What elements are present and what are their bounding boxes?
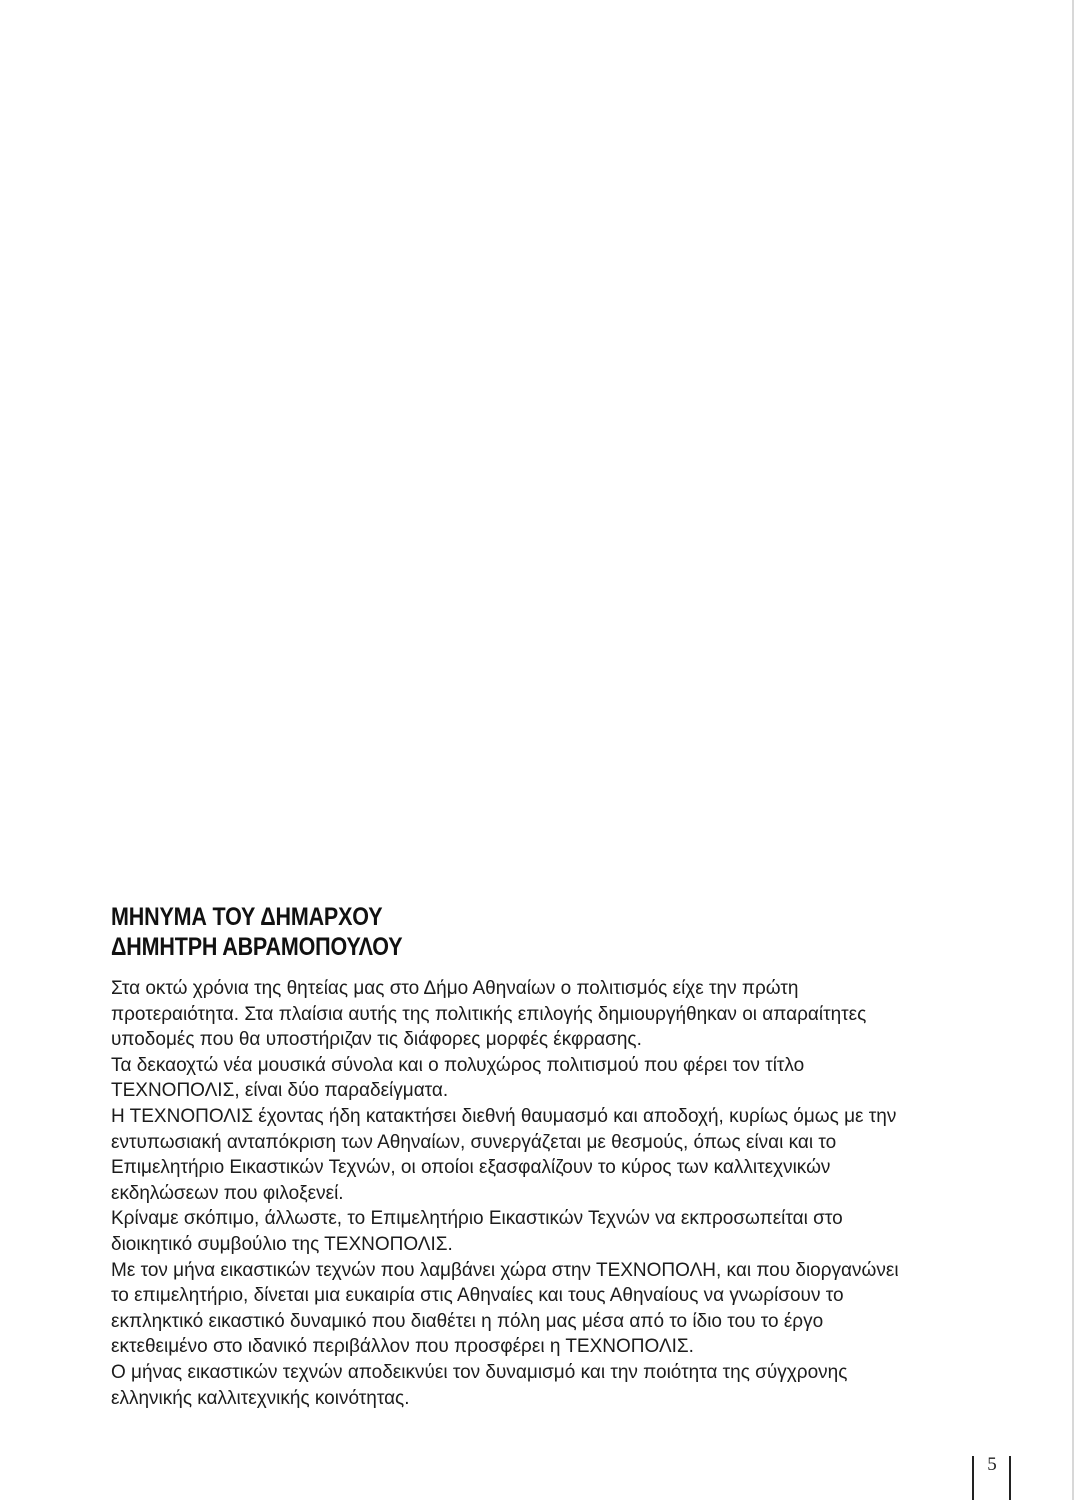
title-line: ΔΗΜΗΤΡΗ ΑΒΡΑΜΟΠΟΥΛΟΥ [111,933,403,961]
body-line: Ο μήνας εικαστικών τεχνών αποδεικνύει τον δυναμισμό και την ποιότητα της σύγχρονης [111,1361,848,1383]
page-number-left-rule [972,1456,974,1500]
body-line: Με τον μήνα εικαστικών τεχνών που λαμβάνει χώρα στην ΤΕΧΝΟΠΟΛΗ, και που διοργανώνει [111,1259,899,1281]
body-line: Κρίναμε σκόπιμο, άλλωστε, το Επιμελητήριο Εικαστικών Τεχνών να εκπροσωπείται στο [111,1208,843,1230]
body-line: υποδομές που θα υποστήριζαν τις διάφορες μορφές έκφρασης. [111,1029,642,1051]
body-line: διοικητικό συμβούλιο της ΤΕΧΝΟΠΟΛΙΣ. [111,1233,453,1255]
page-number: 5 [987,1454,997,1475]
body-line: ελληνικής καλλιτεχνικής κοινότητας. [111,1387,410,1409]
body-line: προτεραιότητα. Στα πλαίσια αυτής της πολιτικής επιλογής δημιουργήθηκαν οι απαραίτητες [111,1003,867,1025]
page-number-marker [968,1452,1018,1500]
body-line: το επιμελητήριο, δίνεται μια ευκαιρία στις Αθηναίες και τους Αθηναίους να γνωρίσουν το [111,1285,844,1307]
page-edge [1072,0,1074,1500]
body-line: εκτεθειμένο στο ιδανικό περιβάλλον που προσφέρει η ΤΕΧΝΟΠΟΛΙΣ. [111,1336,694,1358]
message-title [111,902,833,962]
body-line: εκπληκτικό εικαστικό δυναμικό που διαθέτει η πόλη μας μέσα από το ίδιο του το έργο [111,1310,824,1332]
mayor-message [111,902,951,1411]
page-number-right-rule [1009,1456,1011,1500]
body-line: ΤΕΧΝΟΠΟΛΙΣ, είναι δύο παραδείγματα. [111,1080,449,1102]
body-line: εκδηλώσεων που φιλοξενεί. [111,1182,344,1204]
body-line: Στα οκτώ χρόνια της θητείας μας στο Δήμο Αθηναίων ο πολιτισμός είχε την πρώτη [111,978,799,999]
body-line: Τα δεκαοχτώ νέα μουσικά σύνολα και ο πολυχώρος πολιτισμού που φέρει τον τίτλο [111,1054,805,1076]
message-body [111,976,951,1411]
body-line: Η ΤΕΧΝΟΠΟΛΙΣ έχοντας ήδη κατακτήσει διεθνή θαυμασμό και αποδοχή, κυρίως όμως με την [111,1105,897,1127]
body-line: εντυπωσιακή ανταπόκριση των Αθηναίων, συνεργάζεται με θεσμούς, όπως είναι και το [111,1131,837,1153]
body-line: Επιμελητήριο Εικαστικών Τεχνών, οι οποίοι εξασφαλίζουν το κύρος των καλλιτεχνικών [111,1157,831,1179]
title-line: ΜΗΝΥΜΑ ΤΟΥ ΔΗΜΑΡΧΟΥ [111,903,383,931]
